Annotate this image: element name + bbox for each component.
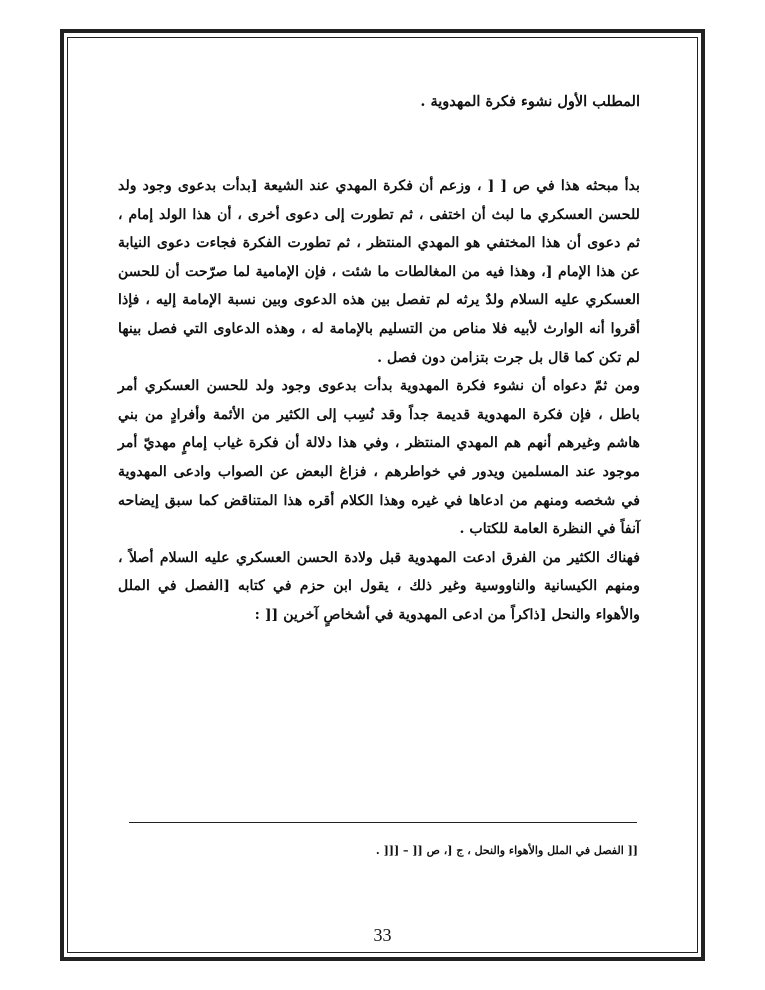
page-body [118, 60, 640, 630]
page-number: 33 [373, 925, 392, 945]
paragraph-3: فهناك الكثير من الفرق ادعت المهدوية قبل ولادة الحسن العسكري عليه السلام أصلاً ، ومنهم الكيسانية والناووسية وغير ذلك ، يقول ابن حزم في كتابه [الفصل في الملل والأهواء والنحل [ذاكراً من ادعى المهدوية في أشخاصٍ آخرين [[ : [118, 549, 640, 623]
section-heading: المطلب الأول نشوء فكرة المهدوية . [420, 93, 640, 110]
paragraph-1: بدأ مبحثه هذا في ص [ [ ، وزعم أن فكرة المهدي عند الشيعة [بدأت بدعوى وجود ولد للحسن العسكري ما لبث أن اختفى ، ثم تطورت إلى دعوى أخرى ، أن هذا الولد إمام ، ثم دعوى أن هذا المختفي هو المهدي المنتظر ، ثم تطورت الفكرة فجاءت دعوى النيابة عن هذا الإمام [، وهذا فيه من المغالطات ما شئت ، فإن الإمامية لما صرّحت أن للحسن العسكري عليه السلام ولدٌ يرثه لم تفصل بين هذه الدعوى وبين نسبة الإمامة إليه ، فإذا أقروا أنه الوارث لأبيه فلا مناص من التسليم بالإمامة له ، وهذه الدعاوى التي فصل بينها لم تكن كما قال بل جرت بتزامن دون فصل . [118, 178, 640, 366]
paragraph-2: ومن ثمّ دعواه أن نشوء فكرة المهدوية بدأت بدعوى وجود ولد للحسن العسكري أمر باطل ، فإن فكرة المهدوية قديمة جداً وقد نُسِب إلى الكثير من الأئمة وأفرادٍ من بني هاشم وغيرهم أنهم هم المهدي المنتظر ، وفي هذا دلالة أن فكرة غياب إمامٍ مهديّ أمر موجود عند المسلمين ويدور في خواطرهم ، فزاغ البعض عن الصواب وادعى المهدوية في شخصه ومنهم من ادعاها في غيره وهذا الكلام أقره هذا المتناقض كما سبق إيضاحه آنفاً في النظرة العامة للكتاب . [118, 378, 640, 538]
footnote-divider [129, 822, 637, 823]
footnote: [[ الفصل في الملل والأهواء والنحل ، ج [، ص [[ – [[[ . [375, 844, 638, 857]
